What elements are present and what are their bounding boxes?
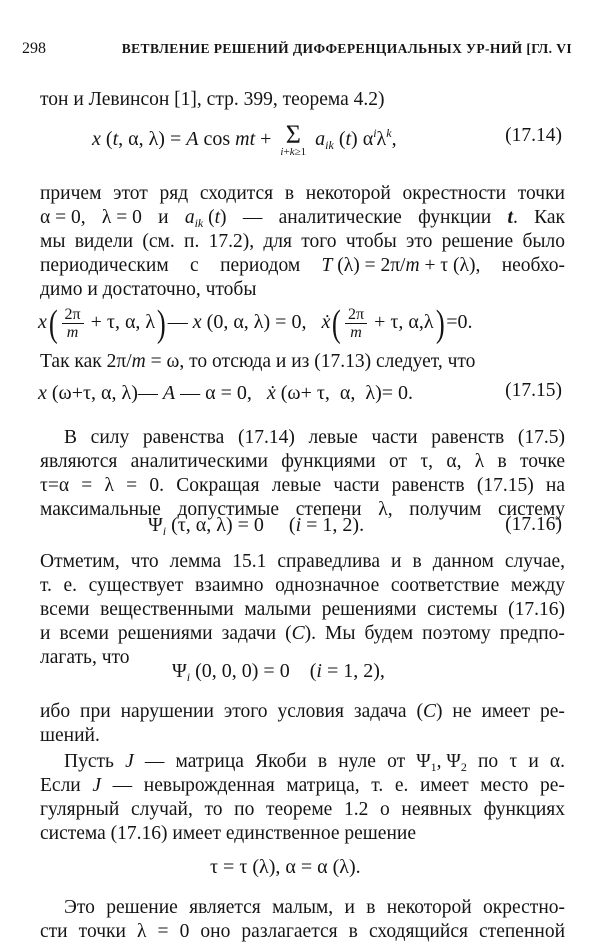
sum-symbol: Σ i+k≥1 — [280, 119, 307, 158]
running-head: ВЕТВЛЕНИЕ РЕШЕНИЙ ДИФФЕРЕНЦИАЛЬНЫХ УР-НИЙ [ГЛ. VI — [121, 41, 572, 56]
text-line-formula: α = 0, λ = 0 и $a_{ik}$ (t) — аналитические функции t. Как — [40, 207, 565, 230]
text-line: τ=α = λ = 0. Сокращая левые части равенств (17.15) на — [40, 475, 565, 496]
text-line: мы видели (см. п. 17.2), для того чтобы это решение было — [40, 231, 565, 252]
text-line: гулярный случай, то по теореме 1.2 о неявных функциях — [40, 799, 565, 820]
text-line-formula: и всеми решениями задачи (C). Мы будем поэтому предпо- — [40, 623, 565, 644]
text-line: Это решение является малым, и в некоторой окрестно- — [64, 897, 565, 918]
equation-17-15: x (ω+τ, α, λ)— A — α = 0, ẋ (ω+ τ, α, λ)= 0. — [38, 382, 414, 404]
equation-psi-zero: $\Psi_i$ (0, 0, 0) = 0 (i = 1, 2), — [172, 660, 385, 684]
text-line: шений. — [40, 725, 100, 746]
equation-solution: τ = τ (λ), α = α (λ). — [210, 856, 361, 878]
text-line-formula: Пусть J — матрица Якоби в нуле от $\Psi_1$, $\Psi_2$ по τ и α. — [64, 751, 565, 774]
equation-number: (17.16) — [505, 514, 562, 535]
page-number: 298 — [22, 40, 46, 57]
text-line: сти точки λ = 0 оно разлагается в сходящийся степенной — [40, 921, 565, 942]
equation-17-16: $\Psi_i$ (τ, α, λ) = 0 (i = 1, 2). — [148, 514, 365, 538]
equation-periodicity: x( $\frac{2\pi}{m}$ + τ, α, λ)— x (0, α, λ) = 0, ẋ( $\frac{2\pi}{m}$ + τ, α,λ)=0. — [38, 302, 473, 345]
equation-number: (17.14) — [505, 125, 562, 146]
text-line-formula: периодическим с периодом T (λ) = 2π/m + τ (λ), необхо- — [40, 255, 565, 276]
text-line: система (17.16) имеет единственное решение — [40, 823, 416, 844]
text-line: Отметим, что лемма 15.1 справедлива и в данном случае, — [40, 551, 565, 572]
text-line: максимальные допустимые степени λ, получим систему — [40, 499, 565, 520]
text-line: т. е. существует взаимно однозначное соответствие между — [40, 575, 565, 596]
text-line-formula: Если J — невырожденная матрица, т. е. имеет место ре- — [40, 775, 565, 796]
equation-17-14: x (t, α, λ) = A cos mt + Σ i+k≥1 $a_{ik}$ (t) $\alpha^i\lambda^k$, — [92, 119, 397, 158]
equation-number: (17.15) — [505, 380, 562, 401]
text-line: причем этот ряд сходится в некоторой окрестности точки — [40, 183, 565, 204]
text-line: всеми вещественными малыми решениями системы (17.16) — [40, 599, 565, 620]
page-header — [22, 40, 572, 62]
text-line: являются аналитическими функциями от τ, α, λ в точке — [40, 451, 565, 472]
text-line: лагать, что — [40, 647, 130, 668]
text-line-formula: ибо при нарушении этого условия задача (C) не имеет ре- — [40, 701, 565, 722]
text-line-formula: Так как 2π/m = ω, то отсюда и из (17.13) следует, что — [40, 351, 476, 372]
text-line: тон и Левинсон [1], стр. 399, теорема 4.2) — [40, 89, 385, 110]
text-line: В силу равенства (17.14) левые части равенств (17.5) — [64, 427, 565, 448]
text-line: димо и достаточно, чтобы — [40, 279, 257, 300]
